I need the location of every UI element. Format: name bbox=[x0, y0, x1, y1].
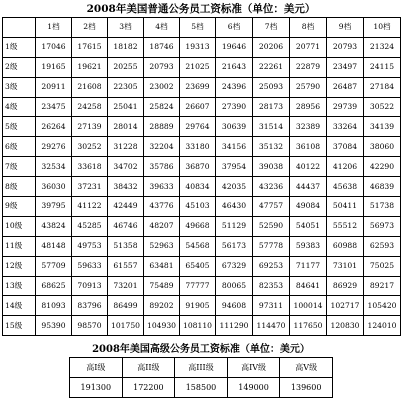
salary-cell: 34156 bbox=[216, 137, 253, 157]
table-row bbox=[3, 137, 401, 157]
salary-cell: 82353 bbox=[253, 276, 290, 296]
header-cell: 5档 bbox=[180, 18, 216, 38]
salary-cell: 32534 bbox=[36, 157, 72, 177]
grade-label-cell: 8级 bbox=[3, 177, 36, 197]
salary-cell: 71177 bbox=[290, 256, 327, 276]
salary-cell: 108110 bbox=[180, 316, 216, 336]
senior-header-cell: 高V级 bbox=[280, 358, 333, 378]
salary-cell: 111290 bbox=[216, 316, 253, 336]
salary-cell: 25824 bbox=[144, 97, 180, 117]
table-row bbox=[3, 296, 401, 316]
salary-cell: 52590 bbox=[253, 216, 290, 236]
senior-salary-cell: 139600 bbox=[280, 378, 333, 398]
salary-cell: 73101 bbox=[327, 256, 364, 276]
salary-cell: 51129 bbox=[216, 216, 253, 236]
salary-cell: 42035 bbox=[216, 177, 253, 197]
salary-cell: 23497 bbox=[327, 57, 364, 77]
salary-cell: 114470 bbox=[253, 316, 290, 336]
salary-cell: 120830 bbox=[327, 316, 364, 336]
header-cell: 6档 bbox=[216, 18, 253, 38]
salary-cell: 20206 bbox=[253, 37, 290, 57]
senior-header-row bbox=[70, 358, 333, 378]
table-row bbox=[3, 117, 401, 137]
salary-cell: 60988 bbox=[327, 236, 364, 256]
salary-cell: 75025 bbox=[364, 256, 401, 276]
senior-header-cell: 高I级 bbox=[70, 358, 123, 378]
salary-cell: 97311 bbox=[253, 296, 290, 316]
general-salary-table bbox=[2, 17, 401, 336]
salary-cell: 40834 bbox=[180, 177, 216, 197]
salary-cell: 30639 bbox=[216, 117, 253, 137]
salary-cell: 80065 bbox=[216, 276, 253, 296]
salary-cell: 22305 bbox=[108, 77, 144, 97]
header-cell: 9档 bbox=[327, 18, 364, 38]
table-row bbox=[3, 37, 401, 57]
salary-cell: 46746 bbox=[108, 216, 144, 236]
salary-cell: 21324 bbox=[364, 37, 401, 57]
salary-cell: 23699 bbox=[180, 77, 216, 97]
table-row bbox=[3, 57, 401, 77]
salary-cell: 35132 bbox=[253, 137, 290, 157]
salary-cell: 81093 bbox=[36, 296, 72, 316]
salary-cell: 46430 bbox=[216, 197, 253, 217]
salary-cell: 18746 bbox=[144, 37, 180, 57]
salary-cell: 75489 bbox=[144, 276, 180, 296]
senior-header-cell: 高II级 bbox=[122, 358, 175, 378]
salary-cell: 17046 bbox=[36, 37, 72, 57]
salary-cell: 42449 bbox=[108, 197, 144, 217]
salary-cell: 35786 bbox=[144, 157, 180, 177]
salary-cell: 38060 bbox=[364, 137, 401, 157]
salary-cell: 24396 bbox=[216, 77, 253, 97]
salary-cell: 39795 bbox=[36, 197, 72, 217]
grade-label-cell: 12级 bbox=[3, 256, 36, 276]
salary-cell: 89202 bbox=[144, 296, 180, 316]
salary-cell: 24258 bbox=[72, 97, 108, 117]
salary-cell: 45103 bbox=[180, 197, 216, 217]
salary-cell: 32389 bbox=[290, 117, 327, 137]
salary-cell: 33264 bbox=[327, 117, 364, 137]
salary-cell: 37084 bbox=[327, 137, 364, 157]
salary-cell: 45638 bbox=[327, 177, 364, 197]
salary-cell: 42290 bbox=[364, 157, 401, 177]
salary-cell: 70913 bbox=[72, 276, 108, 296]
salary-cell: 45285 bbox=[72, 216, 108, 236]
salary-cell: 105420 bbox=[364, 296, 401, 316]
salary-cell: 124010 bbox=[364, 316, 401, 336]
salary-cell: 73201 bbox=[108, 276, 144, 296]
salary-cell: 24115 bbox=[364, 57, 401, 77]
header-cell: 4档 bbox=[144, 18, 180, 38]
table-row bbox=[3, 77, 401, 97]
senior-salary-cell: 191300 bbox=[70, 378, 123, 398]
salary-cell: 51358 bbox=[108, 236, 144, 256]
salary-cell: 36108 bbox=[290, 137, 327, 157]
salary-cell: 41206 bbox=[327, 157, 364, 177]
salary-cell: 83796 bbox=[72, 296, 108, 316]
salary-cell: 36030 bbox=[36, 177, 72, 197]
salary-cell: 102717 bbox=[327, 296, 364, 316]
table-header-row bbox=[3, 18, 401, 38]
salary-cell: 33180 bbox=[180, 137, 216, 157]
table-row bbox=[3, 97, 401, 117]
salary-cell: 48207 bbox=[144, 216, 180, 236]
salary-cell: 117650 bbox=[290, 316, 327, 336]
salary-cell: 50411 bbox=[327, 197, 364, 217]
salary-cell: 17615 bbox=[72, 37, 108, 57]
senior-header-cell: 高III级 bbox=[175, 358, 228, 378]
grade-label-cell: 10级 bbox=[3, 216, 36, 236]
salary-cell: 34139 bbox=[364, 117, 401, 137]
salary-cell: 38432 bbox=[108, 177, 144, 197]
salary-cell: 56973 bbox=[364, 216, 401, 236]
salary-cell: 89217 bbox=[364, 276, 401, 296]
salary-cell: 26487 bbox=[327, 77, 364, 97]
salary-cell: 27184 bbox=[364, 77, 401, 97]
salary-cell: 25790 bbox=[290, 77, 327, 97]
grade-label-cell: 11级 bbox=[3, 236, 36, 256]
header-cell: 7档 bbox=[253, 18, 290, 38]
senior-salary-cell: 149000 bbox=[227, 378, 280, 398]
salary-cell: 39038 bbox=[253, 157, 290, 177]
salary-cell: 20793 bbox=[327, 37, 364, 57]
salary-cell: 44437 bbox=[290, 177, 327, 197]
salary-cell: 56173 bbox=[216, 236, 253, 256]
salary-cell: 62593 bbox=[364, 236, 401, 256]
salary-cell: 19165 bbox=[36, 57, 72, 77]
header-cell: 1档 bbox=[36, 18, 72, 38]
salary-cell: 41122 bbox=[72, 197, 108, 217]
salary-cell: 48148 bbox=[36, 236, 72, 256]
salary-cell: 20255 bbox=[108, 57, 144, 77]
header-cell: 3档 bbox=[108, 18, 144, 38]
salary-cell: 63481 bbox=[144, 256, 180, 276]
salary-cell: 36870 bbox=[180, 157, 216, 177]
salary-cell: 26607 bbox=[180, 97, 216, 117]
grade-label-cell: 2级 bbox=[3, 57, 36, 77]
salary-cell: 104930 bbox=[144, 316, 180, 336]
salary-cell: 25041 bbox=[108, 97, 144, 117]
salary-cell: 31514 bbox=[253, 117, 290, 137]
salary-cell: 77777 bbox=[180, 276, 216, 296]
salary-cell: 29739 bbox=[327, 97, 364, 117]
salary-cell: 59383 bbox=[290, 236, 327, 256]
salary-cell: 31228 bbox=[108, 137, 144, 157]
grade-label-cell: 14级 bbox=[3, 296, 36, 316]
salary-cell: 28956 bbox=[290, 97, 327, 117]
salary-cell: 37954 bbox=[216, 157, 253, 177]
grade-label-cell: 13级 bbox=[3, 276, 36, 296]
salary-cell: 91905 bbox=[180, 296, 216, 316]
salary-cell: 67329 bbox=[216, 256, 253, 276]
header-cell: 2档 bbox=[72, 18, 108, 38]
salary-cell: 28014 bbox=[108, 117, 144, 137]
salary-cell: 37231 bbox=[72, 177, 108, 197]
senior-salary-cell: 158500 bbox=[175, 378, 228, 398]
salary-cell: 43236 bbox=[253, 177, 290, 197]
salary-cell: 28889 bbox=[144, 117, 180, 137]
salary-cell: 43776 bbox=[144, 197, 180, 217]
salary-cell: 23475 bbox=[36, 97, 72, 117]
grade-label-cell: 3级 bbox=[3, 77, 36, 97]
grade-label-cell: 9级 bbox=[3, 197, 36, 217]
table-row bbox=[3, 256, 401, 276]
salary-cell: 69253 bbox=[253, 256, 290, 276]
salary-cell: 19313 bbox=[180, 37, 216, 57]
salary-cell: 20911 bbox=[36, 77, 72, 97]
salary-cell: 30522 bbox=[364, 97, 401, 117]
salary-cell: 34702 bbox=[108, 157, 144, 177]
salary-cell: 30252 bbox=[72, 137, 108, 157]
table-row bbox=[3, 177, 401, 197]
salary-cell: 49668 bbox=[180, 216, 216, 236]
table-row bbox=[3, 197, 401, 217]
salary-cell: 65405 bbox=[180, 256, 216, 276]
salary-cell: 98570 bbox=[72, 316, 108, 336]
salary-cell: 94608 bbox=[216, 296, 253, 316]
salary-cell: 55512 bbox=[327, 216, 364, 236]
salary-cell: 61557 bbox=[108, 256, 144, 276]
salary-cell: 22261 bbox=[253, 57, 290, 77]
salary-cell: 29276 bbox=[36, 137, 72, 157]
salary-cell: 46839 bbox=[364, 177, 401, 197]
senior-header-cell: 高IV级 bbox=[227, 358, 280, 378]
salary-cell: 21643 bbox=[216, 57, 253, 77]
salary-cell: 57778 bbox=[253, 236, 290, 256]
salary-cell: 100014 bbox=[290, 296, 327, 316]
table-row bbox=[3, 276, 401, 296]
salary-cell: 22879 bbox=[290, 57, 327, 77]
salary-cell: 40122 bbox=[290, 157, 327, 177]
salary-cell: 18182 bbox=[108, 37, 144, 57]
salary-cell: 68625 bbox=[36, 276, 72, 296]
salary-cell: 86929 bbox=[327, 276, 364, 296]
senior-salary-table bbox=[69, 357, 333, 398]
table-row bbox=[3, 157, 401, 177]
salary-cell: 26264 bbox=[36, 117, 72, 137]
senior-value-row bbox=[70, 378, 333, 398]
grade-label-cell: 7级 bbox=[3, 157, 36, 177]
salary-cell: 49753 bbox=[72, 236, 108, 256]
grade-label-cell: 5级 bbox=[3, 117, 36, 137]
salary-cell: 95390 bbox=[36, 316, 72, 336]
salary-cell: 28173 bbox=[253, 97, 290, 117]
grade-label-cell: 15级 bbox=[3, 316, 36, 336]
salary-cell: 49084 bbox=[290, 197, 327, 217]
salary-cell: 39633 bbox=[144, 177, 180, 197]
header-cell: 8档 bbox=[290, 18, 327, 38]
salary-cell: 21608 bbox=[72, 77, 108, 97]
header-cell: 10档 bbox=[364, 18, 401, 38]
senior-table-title: 2008年美国高级公务员工资标准（单位：美元） bbox=[92, 344, 310, 355]
table-row bbox=[3, 216, 401, 236]
salary-cell: 101750 bbox=[108, 316, 144, 336]
salary-cell: 43824 bbox=[36, 216, 72, 236]
salary-cell: 33618 bbox=[72, 157, 108, 177]
salary-cell: 27139 bbox=[72, 117, 108, 137]
salary-cell: 51738 bbox=[364, 197, 401, 217]
salary-cell: 21025 bbox=[180, 57, 216, 77]
salary-cell: 23002 bbox=[144, 77, 180, 97]
grade-label-cell: 4级 bbox=[3, 97, 36, 117]
senior-salary-cell: 172200 bbox=[122, 378, 175, 398]
salary-cell: 19621 bbox=[72, 57, 108, 77]
salary-cell: 19646 bbox=[216, 37, 253, 57]
table-row bbox=[3, 236, 401, 256]
header-corner-cell bbox=[3, 18, 36, 38]
grade-label-cell: 1级 bbox=[3, 37, 36, 57]
salary-cell: 32204 bbox=[144, 137, 180, 157]
salary-cell: 20771 bbox=[290, 37, 327, 57]
salary-cell: 57709 bbox=[36, 256, 72, 276]
salary-cell: 54051 bbox=[290, 216, 327, 236]
salary-cell: 86499 bbox=[108, 296, 144, 316]
salary-cell: 54568 bbox=[180, 236, 216, 256]
salary-cell: 27390 bbox=[216, 97, 253, 117]
main-table-title: 2008年美国普通公务员工资标准（单位：美元） bbox=[86, 3, 316, 15]
salary-cell: 29764 bbox=[180, 117, 216, 137]
table-row bbox=[3, 316, 401, 336]
salary-cell: 84641 bbox=[290, 276, 327, 296]
salary-cell: 59633 bbox=[72, 256, 108, 276]
salary-cell: 52963 bbox=[144, 236, 180, 256]
salary-cell: 25093 bbox=[253, 77, 290, 97]
salary-cell: 20793 bbox=[144, 57, 180, 77]
grade-label-cell: 6级 bbox=[3, 137, 36, 157]
salary-cell: 47757 bbox=[253, 197, 290, 217]
